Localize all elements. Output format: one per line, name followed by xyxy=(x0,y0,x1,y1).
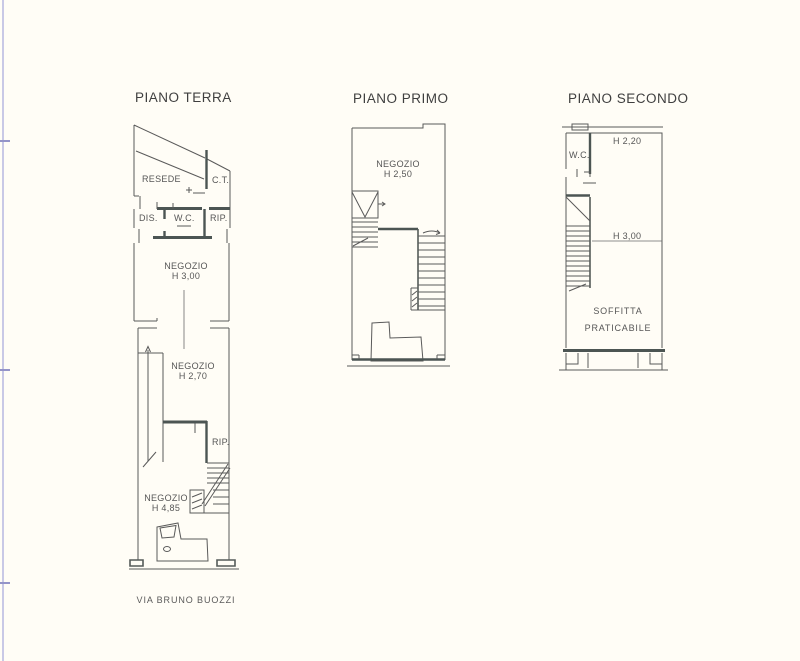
room-label-wc-terra: W.C. xyxy=(174,213,195,223)
floor-title-piano-secondo: PIANO SECONDO xyxy=(568,91,689,106)
piano-primo-plan-drawing xyxy=(340,115,455,375)
street-label: VIA BRUNO BUOZZI xyxy=(136,595,236,605)
room-name: NEGOZIO xyxy=(171,361,215,371)
room-label-soffitta xyxy=(585,303,652,337)
room-label-dis: DIS. xyxy=(139,213,158,223)
height-label-h300: H 3,00 xyxy=(613,231,642,241)
room-label-negozio-h485 xyxy=(144,493,188,513)
room-label-resede: RESEDE xyxy=(142,174,181,184)
room-label-wc-secondo: W.C. xyxy=(569,150,590,160)
room-height: H 2,50 xyxy=(383,169,413,179)
room-label-negozio-h300 xyxy=(164,261,208,281)
room-name: NEGOZIO xyxy=(376,159,420,169)
room-name: NEGOZIO xyxy=(144,493,188,503)
room-label-negozio-h270 xyxy=(171,361,215,381)
floor-title-piano-terra: PIANO TERRA xyxy=(135,90,232,105)
room-label-negozio-h250 xyxy=(376,159,420,179)
room-name: NEGOZIO xyxy=(164,261,208,271)
height-label-h220: H 2,20 xyxy=(613,136,642,146)
room-height: H 4,85 xyxy=(151,503,181,513)
page-fold-line xyxy=(2,0,4,661)
fold-tick-1 xyxy=(0,140,10,142)
room-name-line2: PRATICABILE xyxy=(584,323,652,333)
room-name-line1: SOFFITTA xyxy=(593,306,643,316)
room-height: H 2,70 xyxy=(178,371,208,381)
room-label-ct: C.T. xyxy=(212,175,230,185)
room-height: H 3,00 xyxy=(171,271,201,281)
room-label-rip-top: RIP. xyxy=(210,213,228,223)
floor-title-piano-primo: PIANO PRIMO xyxy=(353,91,449,106)
fold-tick-2 xyxy=(0,369,10,371)
room-label-rip-bottom: RIP. xyxy=(212,437,230,447)
fold-tick-3 xyxy=(0,582,10,584)
